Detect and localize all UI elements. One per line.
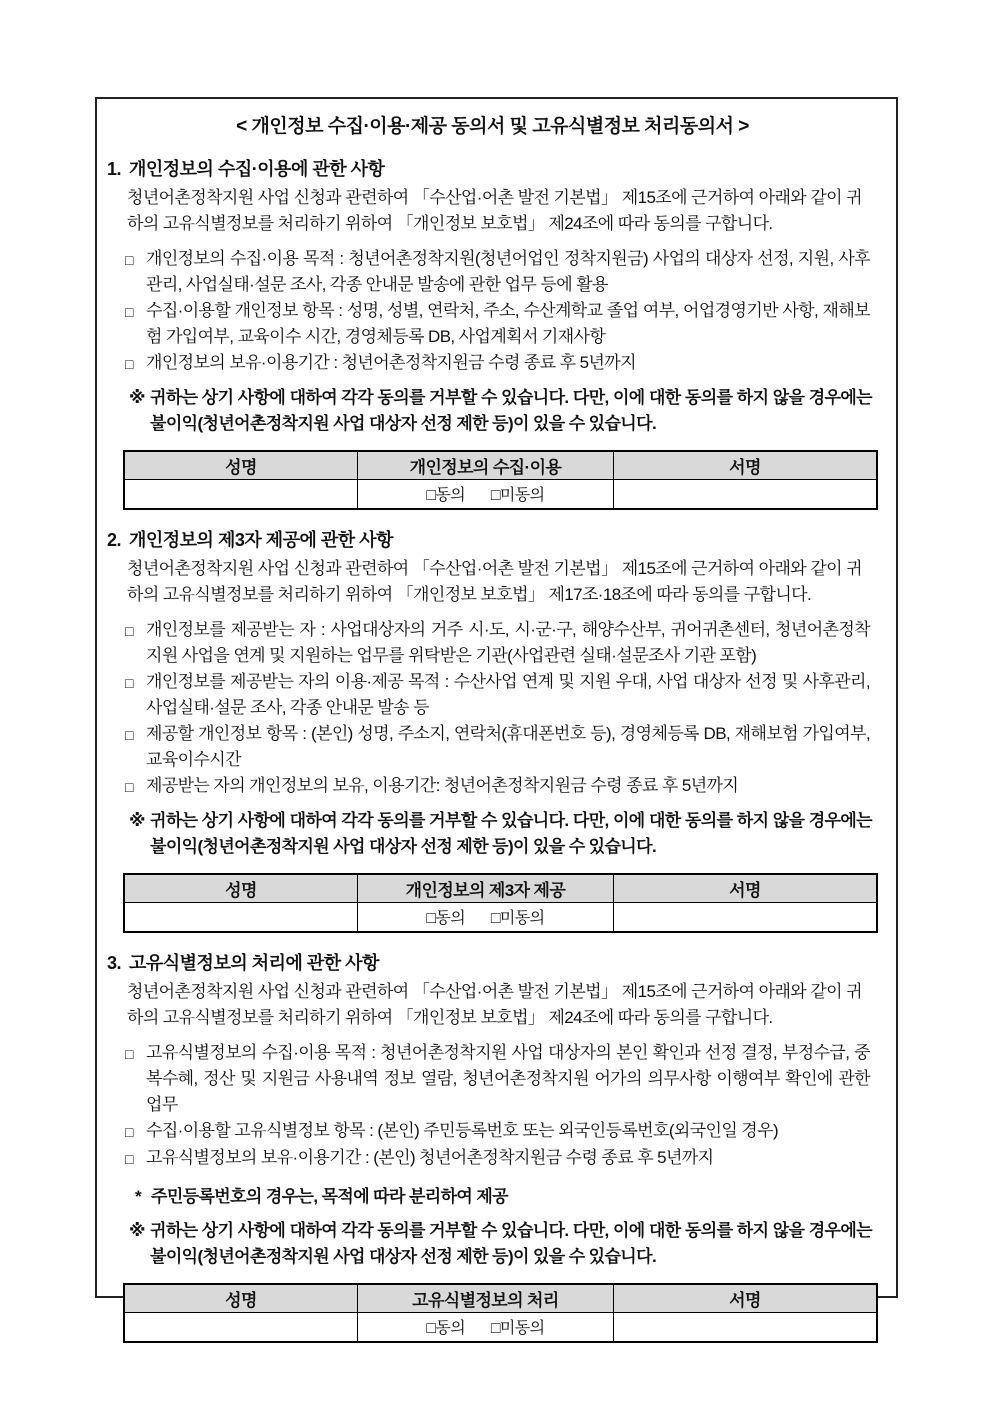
table-header-row bbox=[124, 1284, 877, 1312]
bullet-list bbox=[107, 617, 878, 800]
checkbox-bullet-icon: □ bbox=[125, 779, 133, 795]
bullet-text: 수집·이용할 고유식별정보 항목 : (본인) 주민등록번호 또는 외국인등록번호(외국인일 경우) bbox=[146, 1121, 779, 1140]
checkbox-bullet-icon: □ bbox=[125, 1151, 133, 1167]
bullet-item bbox=[125, 1145, 870, 1172]
name-input-cell bbox=[124, 1312, 357, 1342]
refusal-notice bbox=[129, 808, 872, 860]
checkbox-bullet-icon: □ bbox=[125, 623, 133, 639]
section-unique-id-processing bbox=[107, 950, 878, 1343]
rrn-separation-note bbox=[135, 1184, 878, 1210]
bullet-item bbox=[125, 350, 870, 377]
asterisk-icon: * bbox=[135, 1187, 142, 1206]
bullet-item bbox=[125, 246, 870, 298]
consent-choice-cell bbox=[357, 479, 613, 509]
disagree-checkbox-option: □미동의 bbox=[490, 487, 545, 505]
agree-checkbox-option: □동의 bbox=[426, 1320, 466, 1338]
bullet-text: 고유식별정보의 보유·이용기간 : (본인) 청년어촌정착지원금 수령 종료 후 5년까지 bbox=[146, 1148, 714, 1167]
checkbox-bullet-icon: □ bbox=[125, 1046, 133, 1062]
bullet-text: 개인정보를 제공받는 자의 이용·제공 목적 : 수산사업 연계 및 지원 우대, 사업 대상자 선정 및 사후관리, 사업실태·설문 조사, 각종 안내문 발송 등 bbox=[146, 672, 870, 717]
table-input-row bbox=[124, 479, 877, 509]
table-header-row bbox=[124, 451, 877, 479]
col-header-name: 성명 bbox=[124, 1284, 357, 1312]
bullet-item bbox=[125, 669, 870, 721]
col-header-signature: 서명 bbox=[613, 451, 877, 479]
bullet-list bbox=[107, 1040, 878, 1172]
reference-mark-icon: ※ bbox=[129, 811, 145, 830]
bullet-text: 수집·이용할 개인정보 항목 : 성명, 성별, 연락처, 주소, 수산계학교 졸업 여부, 어업경영기반 사항, 재해보험 가입여부, 교육이수 시간, 경영체등록 DB, 사업계획서 기재사항 bbox=[146, 301, 870, 346]
consent-choice-cell bbox=[357, 902, 613, 932]
section-heading-text: 고유식별정보의 처리에 관한 사항 bbox=[129, 953, 379, 973]
table-input-row bbox=[124, 1312, 877, 1342]
bullet-item bbox=[125, 1040, 870, 1118]
refusal-notice bbox=[129, 1218, 872, 1270]
refusal-notice-text: 귀하는 상기 사항에 대하여 각각 동의를 거부할 수 있습니다. 다만, 이에 대한 동의를 하지 않을 경우에는 불이익(청년어촌정착지원 사업 대상자 선정 제한 등)이 있을 수 있습니다. bbox=[150, 1221, 872, 1266]
name-input-cell bbox=[124, 902, 357, 932]
refusal-notice-text: 귀하는 상기 사항에 대하여 각각 동의를 거부할 수 있습니다. 다만, 이에 대한 동의를 하지 않을 경우에는 불이익(청년어촌정착지원 사업 대상자 선정 제한 등)이 있을 수 있습니다. bbox=[150, 388, 872, 433]
bullet-item bbox=[125, 617, 870, 669]
signature-input-cell bbox=[613, 479, 877, 509]
reference-mark-icon: ※ bbox=[129, 388, 145, 407]
bullet-item bbox=[125, 773, 870, 800]
section-heading bbox=[107, 527, 878, 553]
section-intro: 청년어촌정착지원 사업 신청과 관련하여 「수산업·어촌 발전 기본법」 제15조에 근거하여 아래와 같이 귀하의 고유식별정보를 처리하기 위하여 「개인정보 보호법」 제17조·18조에 따라 동의를 구합니다. bbox=[127, 559, 862, 604]
section-heading bbox=[107, 950, 878, 976]
signature-input-cell bbox=[613, 1312, 877, 1342]
col-header-consent: 개인정보의 수집·이용 bbox=[357, 451, 613, 479]
bullet-item bbox=[125, 1118, 870, 1145]
disagree-checkbox-option: □미동의 bbox=[490, 910, 545, 928]
document-frame bbox=[95, 97, 898, 1338]
section-heading-text: 개인정보의 수집·이용에 관한 사항 bbox=[129, 159, 385, 179]
consent-choice-cell bbox=[357, 1312, 613, 1342]
col-header-name: 성명 bbox=[124, 874, 357, 902]
col-header-consent: 고유식별정보의 처리 bbox=[357, 1284, 613, 1312]
bullet-item bbox=[125, 298, 870, 350]
section-intro: 청년어촌정착지원 사업 신청과 관련하여 「수산업·어촌 발전 기본법」 제15조에 근거하여 아래와 같이 귀하의 고유식별정보를 처리하기 위하여 「개인정보 보호법」 제24조에 따라 동의를 구합니다. bbox=[127, 188, 862, 233]
checkbox-bullet-icon: □ bbox=[125, 304, 133, 320]
refusal-notice bbox=[129, 385, 872, 437]
rrn-separation-note-text: 주민등록번호의 경우는, 목적에 따라 분리하여 제공 bbox=[151, 1187, 509, 1206]
section-number: 2. bbox=[107, 530, 122, 550]
section-personal-info-collection bbox=[107, 156, 878, 510]
col-header-consent: 개인정보의 제3자 제공 bbox=[357, 874, 613, 902]
reference-mark-icon: ※ bbox=[129, 1221, 145, 1240]
section-number: 3. bbox=[107, 953, 122, 973]
section-third-party-provision bbox=[107, 527, 878, 933]
name-input-cell bbox=[124, 479, 357, 509]
agree-checkbox-option: □동의 bbox=[426, 487, 466, 505]
checkbox-bullet-icon: □ bbox=[125, 727, 133, 743]
section-heading bbox=[107, 156, 878, 182]
refusal-notice-text: 귀하는 상기 사항에 대하여 각각 동의를 거부할 수 있습니다. 다만, 이에 대한 동의를 하지 않을 경우에는 불이익(청년어촌정착지원 사업 대상자 선정 제한 등)이 있을 수 있습니다. bbox=[150, 811, 872, 856]
table-input-row bbox=[124, 902, 877, 932]
checkbox-bullet-icon: □ bbox=[125, 675, 133, 691]
consent-table-unique-id bbox=[123, 1283, 878, 1343]
section-intro: 청년어촌정착지원 사업 신청과 관련하여 「수산업·어촌 발전 기본법」 제15조에 근거하여 아래와 같이 귀하의 고유식별정보를 처리하기 위하여 「개인정보 보호법」 제24조에 따라 동의를 구합니다. bbox=[127, 982, 862, 1027]
bullet-text: 제공할 개인정보 항목 : (본인) 성명, 주소지, 연락처(휴대폰번호 등), 경영체등록 DB, 재해보험 가입여부, 교육이수시간 bbox=[146, 724, 870, 769]
col-header-signature: 서명 bbox=[613, 1284, 877, 1312]
bullet-list bbox=[107, 246, 878, 377]
checkbox-bullet-icon: □ bbox=[125, 252, 133, 268]
agree-checkbox-option: □동의 bbox=[426, 910, 466, 928]
checkbox-bullet-icon: □ bbox=[125, 356, 133, 372]
consent-table-third-party bbox=[123, 873, 878, 933]
section-heading-text: 개인정보의 제3자 제공에 관한 사항 bbox=[129, 530, 393, 550]
document-title: < 개인정보 수집·이용·제공 동의서 및 고유식별정보 처리동의서 > bbox=[236, 116, 749, 137]
checkbox-bullet-icon: □ bbox=[125, 1124, 133, 1140]
col-header-signature: 서명 bbox=[613, 874, 877, 902]
bullet-text: 개인정보의 보유·이용기간 : 청년어촌정착지원금 수령 종료 후 5년까지 bbox=[146, 353, 636, 372]
consent-table-collection bbox=[123, 450, 878, 510]
disagree-checkbox-option: □미동의 bbox=[490, 1320, 545, 1338]
signature-input-cell bbox=[613, 902, 877, 932]
bullet-item bbox=[125, 721, 870, 773]
bullet-text: 개인정보의 수집·이용 목적 : 청년어촌정착지원(청년어업인 정착지원금) 사업의 대상자 선정, 지원, 사후관리, 사업실태·설문 조사, 각종 안내문 발송에 관한 업무 등에 활용 bbox=[146, 249, 870, 294]
col-header-name: 성명 bbox=[124, 451, 357, 479]
section-number: 1. bbox=[107, 159, 122, 179]
bullet-text: 개인정보를 제공받는 자 : 사업대상자의 거주 시·도, 시·군·구, 해양수산부, 귀어귀촌센터, 청년어촌정착지원 사업을 연계 및 지원하는 업무를 위탁받은 기관(사업관련 실태·설문조사 기관 포함) bbox=[146, 620, 870, 665]
bullet-text: 고유식별정보의 수집·이용 목적 : 청년어촌정착지원 사업 대상자의 본인 확인과 선정 결정, 부정수급, 중복수혜, 정산 및 지원금 사용내역 정보 열람, 청년어촌정착지원 어가의 의무사항 이행여부 확인에 관한 업무 bbox=[146, 1043, 870, 1114]
table-header-row bbox=[124, 874, 877, 902]
bullet-text: 제공받는 자의 개인정보의 보유, 이용기간: 청년어촌정착지원금 수령 종료 후 5년까지 bbox=[146, 776, 739, 795]
